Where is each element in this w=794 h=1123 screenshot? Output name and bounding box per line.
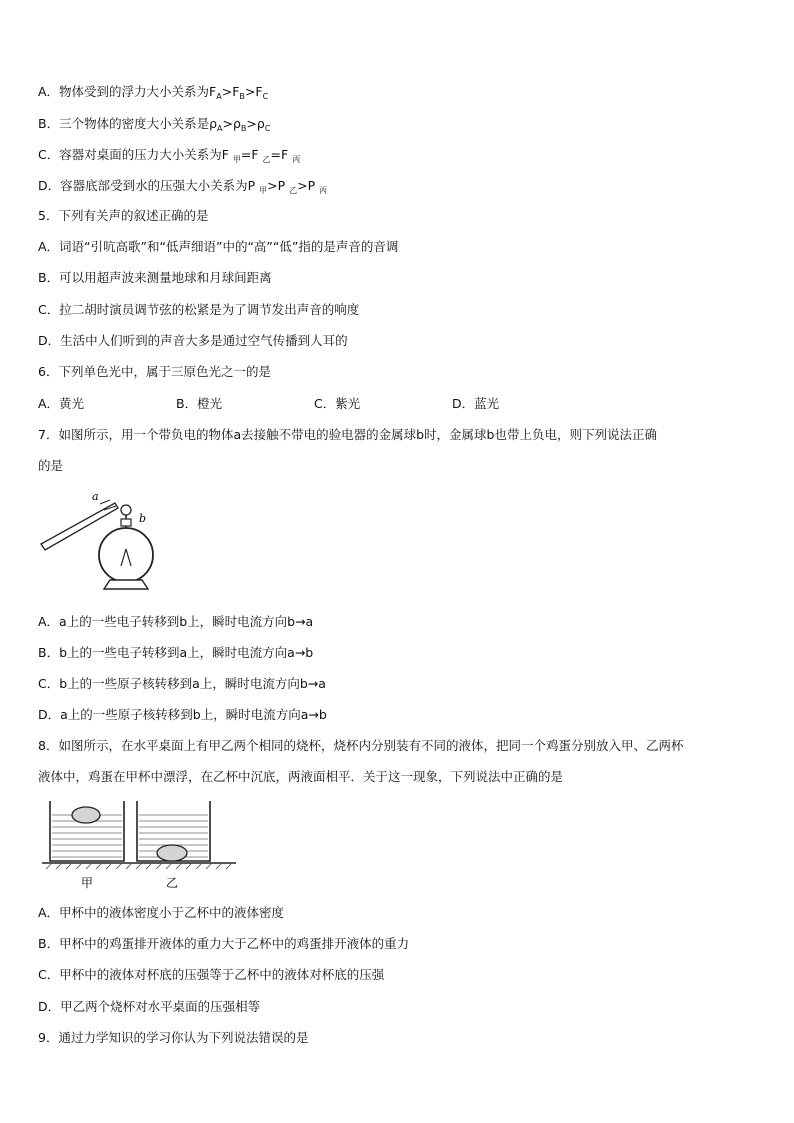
q4-option-a: A．物体受到的浮力大小关系为$F_A>F_B>F_C$ bbox=[38, 84, 269, 101]
electroscope-jar bbox=[99, 528, 153, 582]
q6-option-c: C．紫光 bbox=[314, 396, 361, 411]
q7-stem-cont: 的是 bbox=[38, 458, 64, 473]
q7-option-c: C．b上的一些原子核转移到a上，瞬时电流方向b→a bbox=[38, 676, 326, 691]
q7-option-a: A．a上的一些电子转移到b上，瞬时电流方向b→a bbox=[38, 614, 314, 629]
label-a: a bbox=[92, 490, 99, 503]
q8-option-a: A．甲杯中的液体密度小于乙杯中的液体密度 bbox=[38, 905, 285, 920]
egg-sunken bbox=[157, 845, 187, 861]
q5-stem: 5．下列有关声的叙述正确的是 bbox=[38, 208, 209, 223]
label-jia: 甲 bbox=[81, 876, 94, 890]
q7-stem: 7．如图所示，用一个带负电的物体a去接触不带电的验电器的金属球b时，金属球b也带上负电，则下列说法正确 bbox=[38, 427, 657, 442]
label-yi: 乙 bbox=[166, 876, 179, 890]
q8-stem: 8．如图所示，在水平桌面上有甲乙两个相同的烧杯，烧杯内分别装有不同的液体，把同一个鸡蛋分别放入甲、乙两杯 bbox=[38, 738, 684, 753]
q4-option-c: C．容器对桌面的压力大小关系为F $_甲$=F $_乙$=F $_丙$ bbox=[38, 147, 301, 164]
q9-stem: 9．通过力学知识的学习你认为下列说法错误的是 bbox=[38, 1030, 309, 1045]
q5-option-d: D．生活中人们听到的声音大多是通过空气传播到人耳的 bbox=[38, 333, 348, 348]
beakers-figure bbox=[40, 797, 240, 893]
q8-stem-cont: 液体中，鸡蛋在甲杯中漂浮，在乙杯中沉底，两液面相平．关于这一现象，下列说法中正确的是 bbox=[38, 769, 564, 784]
label-b: b bbox=[139, 512, 147, 525]
q8-option-b: B．甲杯中的鸡蛋排开液体的重力大于乙杯中的鸡蛋排开液体的重力 bbox=[38, 936, 410, 951]
electroscope-figure bbox=[38, 486, 163, 591]
egg-floating bbox=[72, 807, 100, 823]
q6-option-d: D．蓝光 bbox=[452, 396, 500, 411]
q7-option-d: D．a上的一些原子核转移到b上，瞬时电流方向a→b bbox=[38, 707, 327, 722]
q5-option-b: B．可以用超声波来测量地球和月球间距离 bbox=[38, 270, 272, 285]
q5-option-c: C．拉二胡时演员调节弦的松紧是为了调节发出声音的响度 bbox=[38, 302, 360, 317]
q6-options bbox=[38, 396, 590, 412]
q5-option-a: A．词语“引吭高歌”和“低声细语”中的“高”“低”指的是声音的音调 bbox=[38, 239, 399, 254]
q6-option-b: B．橙光 bbox=[176, 396, 223, 411]
metal-ball-b bbox=[121, 505, 131, 515]
q4-option-d: D．容器底部受到水的压强大小关系为P $_甲$>P $_乙$>P $_丙$ bbox=[38, 178, 328, 195]
q6-stem: 6．下列单色光中，属于三原色光之一的是 bbox=[38, 364, 271, 379]
q7-option-b: B．b上的一些电子转移到a上，瞬时电流方向a→b bbox=[38, 645, 314, 660]
q6-option-a: A．黄光 bbox=[38, 396, 85, 411]
q4-option-b: B．三个物体的密度大小关系是$\rho_A>\rho_B>\rho_C$ bbox=[38, 116, 271, 133]
q8-option-d: D．甲乙两个烧杯对水平桌面的压强相等 bbox=[38, 999, 261, 1014]
q8-option-c: C．甲杯中的液体对杯底的压强等于乙杯中的液体对杯底的压强 bbox=[38, 967, 385, 982]
